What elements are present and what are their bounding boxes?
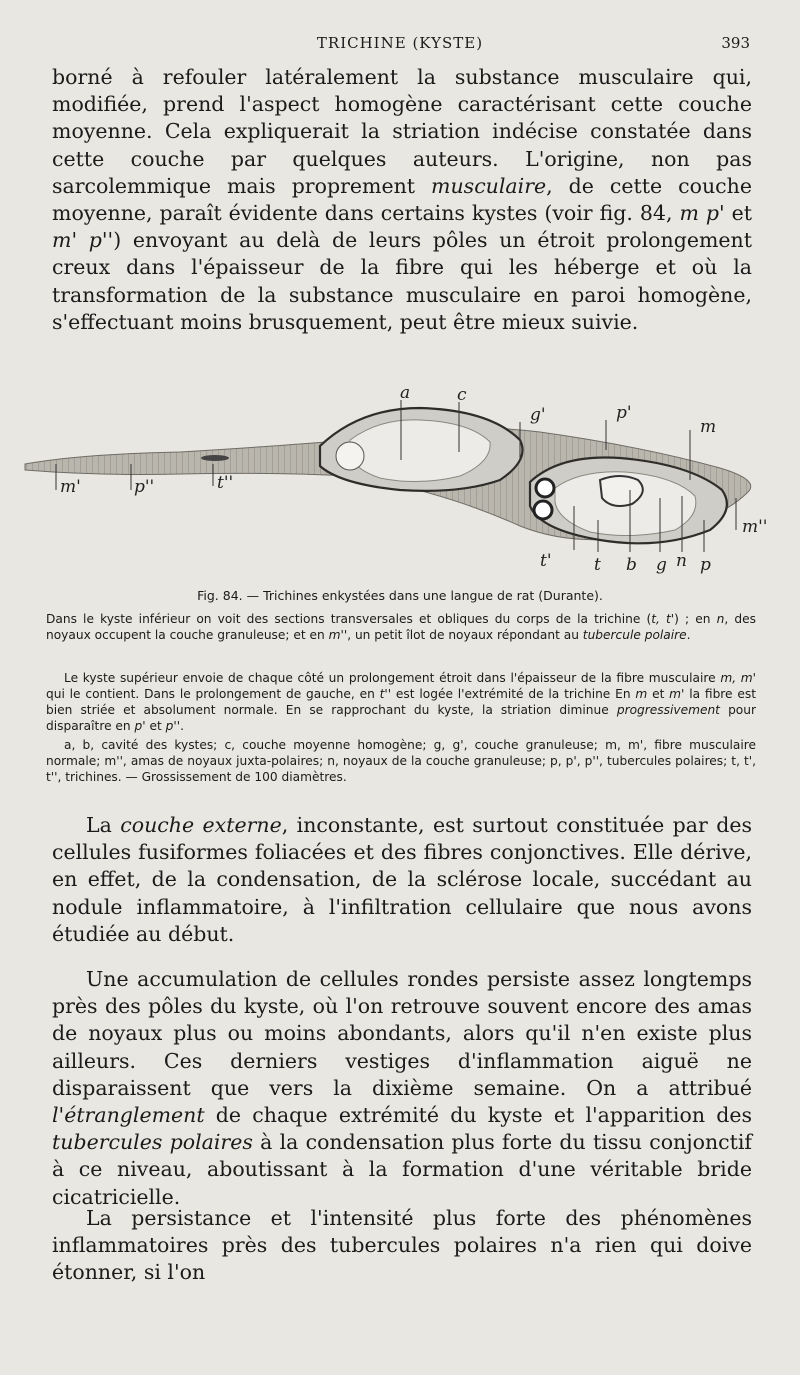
label-m-prime: m' [60, 477, 81, 497]
figure-legend-2 [46, 670, 756, 734]
italic-run: progressivement [616, 703, 720, 717]
italic-run: tubercules polaires [52, 1130, 253, 1155]
text-run: . [686, 628, 691, 642]
italic-run: m' [669, 687, 685, 701]
text-run: qui le contient. Dans le prolongement de gauche, en [46, 687, 380, 701]
italic-run: tubercule polaire [582, 628, 687, 642]
running-title: TRICHINE (KYSTE) [316, 34, 484, 52]
italic-run: m [635, 687, 648, 701]
trichina-end [201, 455, 229, 461]
text-run: est logée l'extrémité de la trichine En [391, 687, 636, 701]
paragraph-1 [52, 64, 752, 336]
text-run: la fibre est bien striée et absolument normale. En se rapprochant du kyste, la striation diminue [46, 687, 756, 717]
italic-run: m p' [679, 201, 725, 226]
italic-run: l'étranglement [52, 1103, 205, 1128]
page-header [0, 34, 800, 56]
text-run: La [86, 813, 121, 837]
italic-run: n [716, 612, 725, 626]
label-t-dprime: t'' [217, 473, 234, 493]
text-run: , de cette couche moyenne, paraît évidente dans certains kystes (voir fig. 84, [52, 173, 753, 226]
label-t: t [594, 555, 601, 575]
italic-run: t, t' [651, 612, 675, 626]
paragraph-2 [52, 812, 752, 948]
trichina-section [534, 501, 552, 519]
label-p-dprime: p'' [134, 477, 155, 497]
text-run: Le kyste supérieur envoie de chaque côté un prolongement étroit dans l'épaisseur de la fibre musculaire [64, 671, 721, 685]
text-run: pour disparaître en [46, 703, 756, 733]
label-g-prime: g' [530, 405, 546, 425]
page-number: 393 [721, 34, 750, 52]
label-n: n [676, 551, 687, 571]
label-c: c [457, 385, 467, 405]
trichina-cyst-illustration [20, 380, 780, 580]
label-m: m [700, 417, 717, 437]
italic-run: t'' [379, 687, 392, 701]
paragraph-4: La persistance et l'intensité plus forte des phénomènes inflammatoires près des tubercules polaires n'a rien qui doive étonner, si l'on [52, 1206, 752, 1285]
label-g: g [656, 555, 667, 575]
italic-run: m' p'' [52, 228, 114, 253]
italic-run: m, m' [720, 671, 756, 685]
trichina-section [536, 479, 554, 497]
figure-legend-1 [46, 611, 756, 643]
label-p: p [700, 555, 711, 575]
label-p-prime: p' [616, 403, 632, 423]
figure-legend-3: a, b, cavité des kystes; c, couche moyenne homogène; g, g', couche granuleuse; m, m', fibre musculaire normale; m'', amas de noyaux juxta-polaires; n, noyaux de la couche granuleuse; p, p', p'', tubercules polaires; t, t', t'', trichines. — Grossissement de 100 diamètres. [46, 738, 756, 784]
text-run: . [180, 719, 184, 733]
label-a: a [400, 383, 411, 403]
trichina-section-oblique [600, 476, 643, 506]
text-run: , des noyaux occupent la couche granuleuse; et en [46, 612, 756, 642]
text-run: et [145, 719, 166, 733]
label-b: b [626, 555, 637, 575]
text-run: borné à refouler latéralement la substance musculaire qui, modifiée, prend l'aspect homogène caractérisant cette couche moyenne. Cela expliquerait la striation indécise constatée dans cette couche par quelques auteurs. L'origine, non pas sarcolemmique mais proprement [52, 65, 752, 198]
text-run: et [724, 201, 753, 226]
text-run: et [647, 687, 670, 701]
text-run: , un petit îlot de noyaux répondant au [347, 628, 583, 642]
paragraph-3 [52, 966, 752, 1211]
italic-run: p' [134, 719, 146, 733]
text-run: à la condensation plus forte du tissu conjonctif à ce niveau, aboutissant à la formation d'une véritable bride cicatricielle. [52, 1130, 753, 1209]
italic-run: musculaire [431, 173, 547, 198]
italic-run: m'' [328, 628, 348, 642]
text-run: , inconstante, est surtout constituée par des cellules fusiformes foliacées et des fibres conjonctives. Elle dérive, en effet, de la condensation, de la sclérose locale, succédant au nodule inflammatoire, à l'infiltration cellulaire que nous avons étudiée au début. [52, 813, 753, 946]
italic-run: p'' [165, 719, 181, 733]
figure-caption: Fig. 84. — Trichines enkystées dans une langue de rat (Durante). [197, 588, 603, 603]
text-run: Dans le kyste inférieur on voit des sections transversales et obliques du corps de la trichine ( [46, 612, 652, 626]
label-t-prime: t' [540, 551, 552, 571]
text-run: de chaque extrémité du kyste et l'apparition des [204, 1103, 752, 1128]
text-run: ) ; en [674, 612, 717, 626]
italic-run: couche externe [120, 813, 282, 837]
text-run: ) envoyant au delà de leurs pôles un étroit prolongement creux dans l'épaisseur de la fibre qui les héberge et où la transformation de la substance musculaire en paroi homogène, s'effectuant moins brusquement, peut être mieux suivie. [52, 228, 752, 334]
upper-cyst-vesicle [336, 442, 364, 470]
label-m-dprime: m'' [742, 517, 768, 537]
text-run: Une accumulation de cellules rondes persiste assez longtemps près des pôles du kyste, où l'on retrouve souvent encore des amas de noyaux plus ou moins abondants, alors qu'il n'en existe plus ailleurs. Ces derniers vestiges d'inflammation aiguë ne disparaissent que vers la dixième semaine. On a attribué [52, 967, 752, 1100]
figure-84 [20, 380, 780, 580]
